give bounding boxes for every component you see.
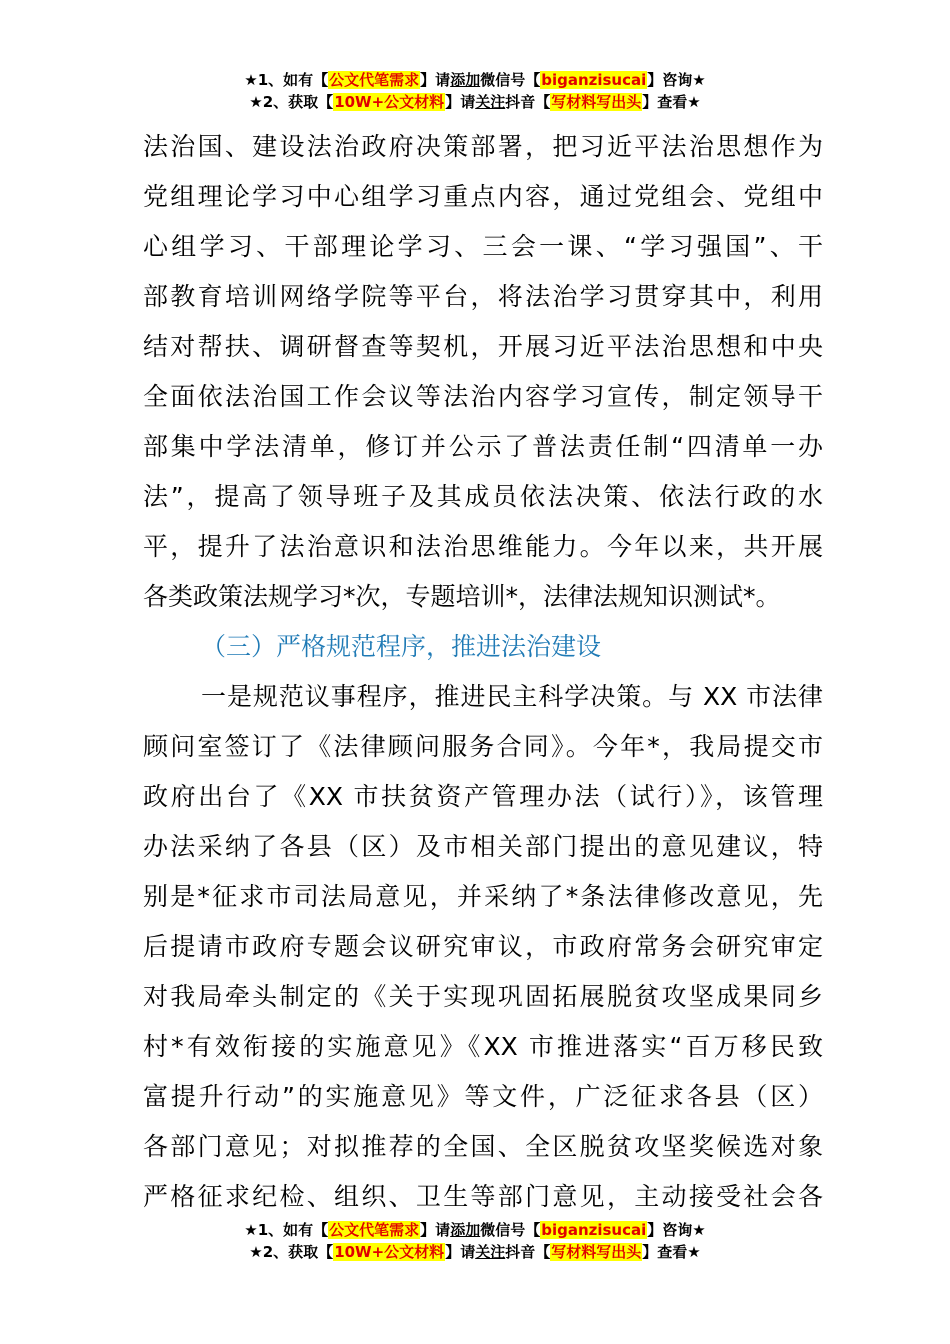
paragraph-line: 后提请市政府专题会议研究审议，市政府常务会研究审定 [143, 932, 823, 961]
footer-banner [0, 1219, 950, 1263]
paragraph-line: 办法采纳了各县（区）及市相关部门提出的意见建议，特 [143, 832, 823, 861]
highlight-demand: 公文代笔需求 [329, 1221, 420, 1239]
banner-line-2: ★2、获取【10W+公文材料】请关注抖音【写材料写出头】查看★ [249, 93, 701, 111]
paragraph-line: 富提升行动”的实施意见》等文件，广泛征求各县（区） [143, 1082, 823, 1111]
paragraph-line: 党组理论学习中心组学习重点内容，通过党组会、党组中 [143, 182, 823, 211]
paragraph-line: 别是*征求市司法局意见，并采纳了*条法律修改意见，先 [143, 882, 823, 911]
paragraph-line: 顾问室签订了《法律顾问服务合同》。今年*，我局提交市 [143, 732, 823, 761]
paragraph-line: 政府出台了《XX 市扶贫资产管理办法（试行）》，该管理 [143, 782, 823, 811]
paragraph-line: 对我局牵头制定的《关于实现巩固拓展脱贫攻坚成果同乡 [143, 982, 823, 1011]
paragraph-line: 严格征求纪检、组织、卫生等部门意见，主动接受社会各 [143, 1182, 823, 1211]
paragraph-line: 全面依法治国工作会议等法治内容学习宣传，制定领导干 [143, 382, 823, 411]
banner-line-2: ★2、获取【10W+公文材料】请关注抖音【写材料写出头】查看★ [249, 1243, 701, 1261]
banner-line-1: ★1、如有【公文代笔需求】请添加微信号【biganzisucai】咨询★ [244, 1221, 706, 1239]
highlight-douyin: 写材料写出头 [551, 93, 642, 111]
paragraph-line: 结对帮扶、调研督查等契机，开展习近平法治思想和中央 [143, 332, 823, 361]
highlight-wechat: biganzisucai [541, 1221, 647, 1239]
paragraph-line: 部教育培训网络学院等平台，将法治学习贯穿其中，利用 [143, 282, 823, 311]
highlight-demand: 公文代笔需求 [329, 71, 420, 89]
highlight-materials: 10W+公文材料 [334, 93, 445, 111]
highlight-materials: 10W+公文材料 [334, 1243, 445, 1261]
paragraph-line: 法”，提高了领导班子及其成员依法决策、依法行政的水 [143, 482, 823, 511]
highlight-wechat: biganzisucai [541, 71, 647, 89]
paragraph-line: 法治国、建设法治政府决策部署，把习近平法治思想作为 [143, 132, 823, 161]
paragraph-line: 部集中学法清单，修订并公示了普法责任制“四清单一办 [143, 432, 823, 461]
section-heading: （三）严格规范程序，推进法治建设 [201, 632, 602, 661]
banner-line-1: ★1、如有【公文代笔需求】请添加微信号【biganzisucai】咨询★ [244, 71, 706, 89]
header-banner [0, 69, 950, 113]
paragraph-line: 平，提升了法治意识和法治思维能力。今年以来，共开展 [143, 532, 823, 561]
paragraph-line: 一是规范议事程序，推进民主科学决策。与 XX 市法律 [201, 682, 823, 711]
highlight-douyin: 写材料写出头 [551, 1243, 642, 1261]
paragraph-line: 各部门意见；对拟推荐的全国、全区脱贫攻坚奖候选对象 [143, 1132, 823, 1161]
paragraph-line: 心组学习、干部理论学习、三会一课、“学习强国”、干 [143, 232, 823, 261]
paragraph-line: 各类政策法规学习*次，专题培训*，法律法规知识测试*。 [143, 582, 781, 611]
paragraph-line: 村*有效衔接的实施意见》《XX 市推进落实“百万移民致 [143, 1032, 823, 1061]
document-body [143, 122, 823, 1222]
